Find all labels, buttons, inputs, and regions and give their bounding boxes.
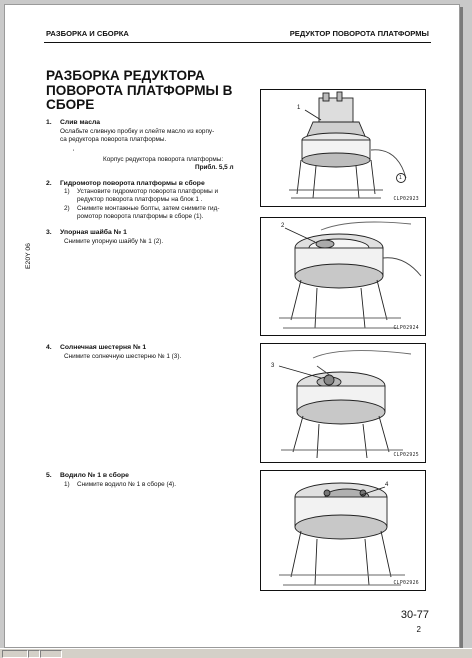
page-title: РАЗБОРКА РЕДУКТОРА ПОВОРОТА ПЛАТФОРМЫ В СБОРЕ (46, 68, 233, 113)
step-2-title: Гидромотор поворота платформы в сборе (60, 180, 205, 187)
step-2-item-2-line-1: Снимите монтажные болты, затем снимите гид- (77, 205, 220, 212)
step-5-item-1-num: 1) (64, 481, 70, 488)
step-1-number: 1. (46, 119, 52, 126)
page-sub-number: 2 (416, 625, 421, 634)
document-page (4, 4, 460, 648)
step-1-spec-label: Корпус редуктора поворота платформы: (103, 156, 224, 163)
figure-1 (260, 89, 426, 207)
step-5-title: Водило № 1 в сборе (60, 472, 129, 479)
figure-2-drawing (261, 218, 425, 335)
figure-2-callout-1: 2 (281, 223, 285, 229)
figure-4-code: CLP02926 (393, 581, 419, 586)
step-4-number: 4. (46, 344, 52, 351)
step-1-line-2: са редуктора поворота платформы. (60, 136, 167, 143)
step-1-title: Слив масла (60, 119, 101, 126)
page-number: 30-77 (400, 609, 429, 621)
step-1-line-1: Ослабьте сливную пробку и слейте масло из корпу- (60, 128, 215, 135)
step-5-item-1-line-1: Снимите водило № 1 в сборе (4). (77, 481, 177, 488)
side-code: E20Y 06 (25, 243, 32, 269)
step-2-item-1-line-1: Установите гидромотор поворота платформы и (77, 188, 219, 195)
step-1-spec-value: Прибл. 5,5 л (195, 164, 234, 171)
step-5-number: 5. (46, 472, 52, 479)
figure-4-callout-1: 4 (385, 482, 389, 488)
figure-1-callout-1: 1 (297, 105, 301, 111)
step-2-item-2-line-2: ромотор поворота платформы в сборе (1). (77, 213, 204, 220)
figure-1-callout-2: 1 (399, 175, 402, 181)
header-section-left: РАЗБОРКА И СБОРКА (46, 29, 129, 38)
figure-3-callout-1: 3 (271, 363, 275, 369)
figure-1-code: CLP02923 (393, 197, 419, 202)
step-2-item-2-num: 2) (64, 205, 70, 212)
figure-2 (260, 217, 426, 336)
figure-1-drawing (261, 90, 425, 206)
figure-3 (260, 343, 426, 463)
step-4-title: Солнечная шестерня № 1 (60, 344, 147, 351)
step-4-line-1: Снимите солнечную шестерню № 1 (3). (64, 353, 182, 360)
step-3-line-1: Снимите упорную шайбу № 1 (2). (64, 238, 164, 245)
step-3-number: 3. (46, 229, 52, 236)
step-2-number: 2. (46, 180, 52, 187)
step-3-title: Упорная шайба № 1 (60, 229, 127, 236)
header-section-right: РЕДУКТОР ПОВОРОТА ПЛАТФОРМЫ (289, 29, 429, 38)
figure-3-code: CLP02925 (393, 453, 419, 458)
figure-3-drawing (261, 344, 425, 462)
figure-4-drawing (261, 471, 425, 590)
step-2-item-1-line-2: редуктор поворота платформы на блок 1 . (77, 196, 203, 203)
step-2-item-1-num: 1) (64, 188, 70, 195)
step-1-note-mark: ' (73, 149, 75, 156)
header-rule (44, 42, 431, 43)
figure-2-code: CLP02924 (393, 326, 419, 331)
figure-4 (260, 470, 426, 591)
